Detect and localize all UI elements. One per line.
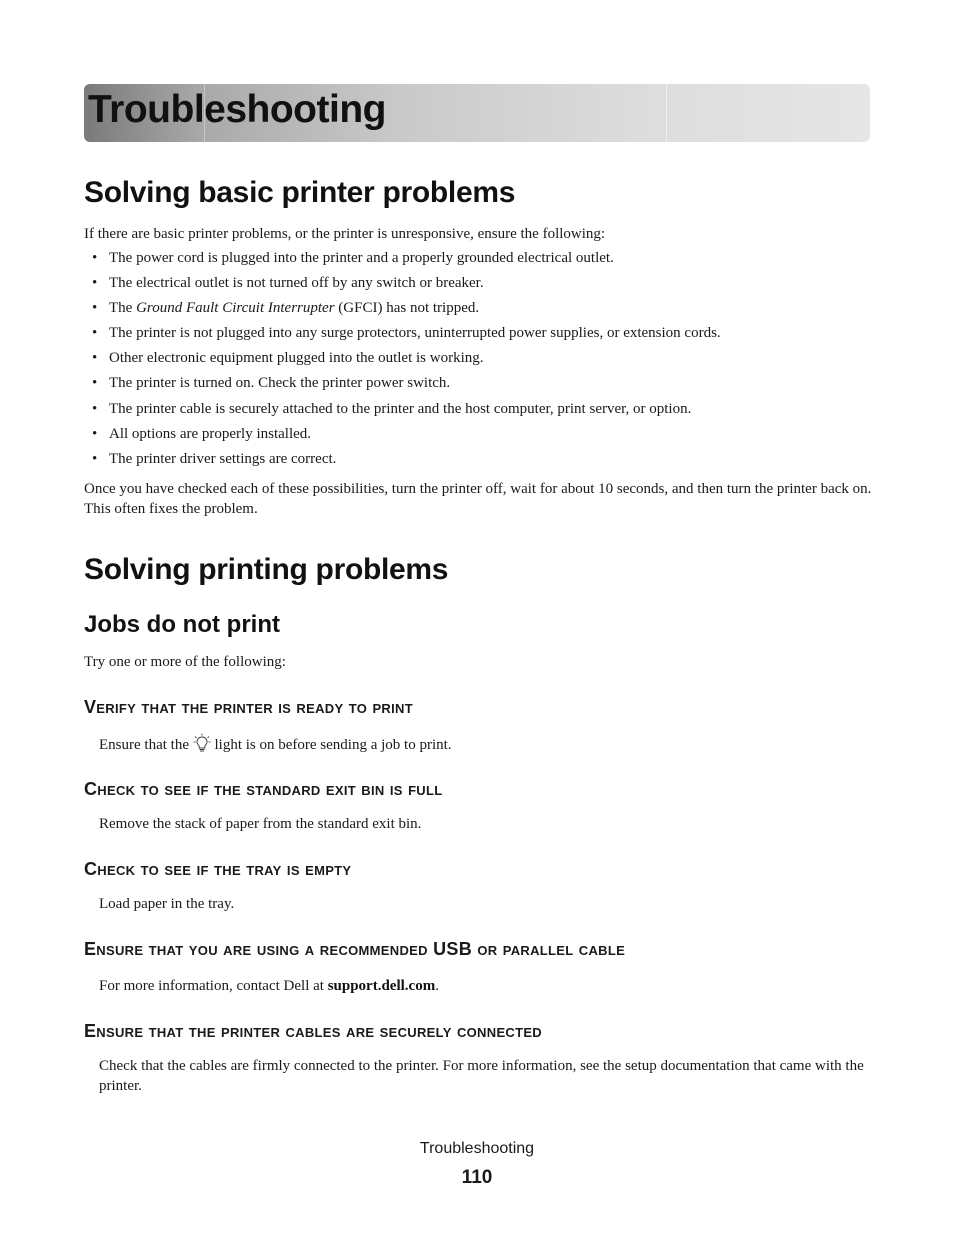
list-item: • The printer cable is securely attached to the printer and the host computer, print server, or option. — [92, 400, 692, 417]
subsection-intro: Try one or more of the following: — [84, 654, 286, 670]
list-item: • Other electronic equipment plugged into the outlet is working. — [92, 350, 484, 367]
section-intro: If there are basic printer problems, or the printer is unresponsive, ensure the following: — [84, 226, 606, 242]
step-heading: Ensure that the printer cables are securely connected — [84, 1021, 542, 1041]
step-heading: Check to see if the standard exit bin is full — [84, 779, 443, 799]
step-text — [99, 976, 439, 996]
list-item: • The power cord is plugged into the printer and a properly grounded electrical outlet. — [92, 250, 614, 266]
list-item-text-suffix: (GFCI) has not tripped. — [334, 300, 480, 317]
list-item-text: All options are properly installed. — [109, 425, 312, 442]
support-link[interactable]: support.dell.com — [327, 978, 436, 994]
list-item-text: The printer cable is securely attached to the printer and the host computer, print server, or option. — [109, 400, 692, 417]
step-text: Remove the stack of paper from the standard exit bin. — [99, 816, 422, 832]
list-item-text: The printer is turned on. Check the printer power switch. — [109, 375, 451, 392]
subheading-jobs-do-not-print: Jobs do not print — [84, 611, 280, 638]
list-item-text: The power cord is plugged into the printer and a properly grounded electrical outlet. — [109, 250, 614, 266]
bar-divider — [666, 84, 667, 142]
list-item: • All options are properly installed. — [92, 425, 312, 442]
step-text — [99, 733, 452, 755]
list-item-text-prefix: The — [109, 300, 137, 317]
footer-chapter-label: Troubleshooting — [419, 1140, 535, 1157]
light-bulb-icon — [193, 733, 211, 753]
step-text-before: Ensure that the — [99, 737, 193, 753]
list-item-text: The printer is not plugged into any surge protectors, uninterrupted power supplies, or extension cords. — [109, 325, 721, 342]
step-heading: Verify that the printer is ready to print — [84, 697, 413, 717]
page-number: 110 — [461, 1167, 493, 1188]
list-item-text: The printer driver settings are correct. — [109, 450, 337, 467]
step-text: Check that the cables are firmly connected to the printer. For more information, see the setup documentation that came with the printer. — [99, 1058, 864, 1094]
chapter-title: Troubleshooting — [88, 88, 386, 131]
gfci-term: Ground Fault Circuit Interrupter — [136, 300, 335, 317]
list-item: • The electrical outlet is not turned off by any switch or breaker. — [92, 275, 484, 292]
list-item: • The printer is turned on. Check the printer power switch. — [92, 375, 451, 392]
chapter-title-bar — [84, 84, 870, 142]
list-item-text: Other electronic equipment plugged into the outlet is working. — [109, 350, 484, 367]
section-outro: Once you have checked each of these possibilities, turn the printer off, wait for about 10 seconds, and then turn the printer back on. This often fixes the problem. — [84, 481, 872, 517]
step-heading: Ensure that you are using a recommended USB or parallel cable — [84, 939, 626, 959]
step-text-before: For more information, contact Dell at — [99, 978, 328, 994]
list-item: • The printer driver settings are correct. — [92, 450, 337, 467]
section-heading-printing-problems: Solving printing problems — [84, 553, 449, 586]
step-heading: Check to see if the tray is empty — [84, 859, 352, 879]
step-text-after: . — [435, 978, 439, 994]
list-item: • The Ground Fault Circuit Interrupter (GFCI) has not tripped. — [92, 300, 480, 317]
checklist — [92, 248, 721, 474]
step-text: Load paper in the tray. — [99, 896, 235, 912]
list-item-text: The electrical outlet is not turned off by any switch or breaker. — [109, 275, 484, 292]
section-heading-basic-problems: Solving basic printer problems — [84, 176, 516, 209]
step-text-after: light is on before sending a job to print. — [210, 737, 452, 753]
list-item: • The printer is not plugged into any surge protectors, uninterrupted power supplies, or extension cords. — [92, 325, 721, 342]
